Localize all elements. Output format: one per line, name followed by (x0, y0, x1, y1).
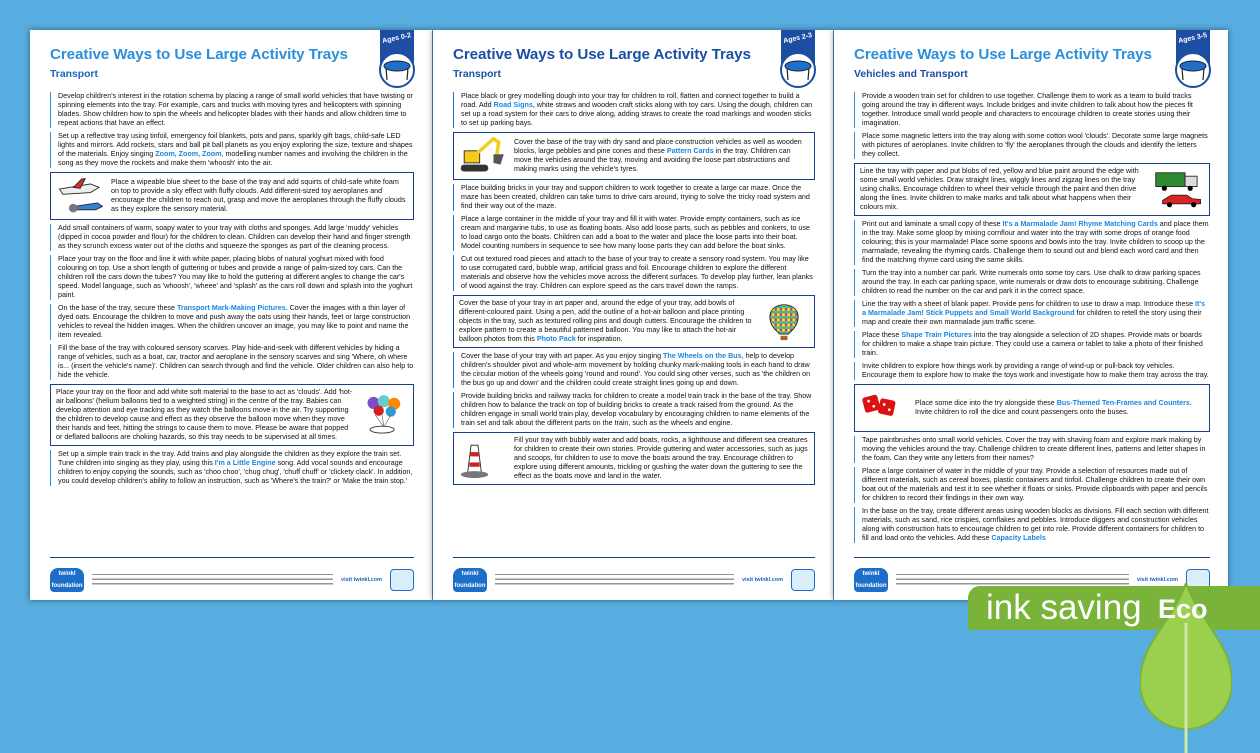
activity-text: Place these (862, 331, 902, 339)
activity-paragraph (854, 362, 1210, 380)
quality-seal-icon (791, 569, 815, 591)
resource-link[interactable]: Road Signs (493, 101, 533, 109)
page-subtitle: Transport (50, 69, 98, 80)
resource-link[interactable]: Transport Mark-Making Pictures (176, 304, 286, 312)
activity-paragraph (854, 300, 1210, 327)
activity-paragraph (453, 184, 815, 211)
activity-text: Place a large container of water in the middle of your tray. Provide a selection of resources made out of different materials, such as cereal boxes, plastic containers and tinfoil. Challenge children to create their own boat out of the materials and test it to see whether it floats or sinks. Provide clipboards with paper and pencils for children to record their findings in their own way. (862, 467, 1208, 502)
activity-text: , white straws and wooden craft sticks along with toy cars. Using the dough, children can set up a road system for their cars to drive along, adding straws to create the road markings and wooden sticks to set up parking bays. (461, 101, 813, 127)
activity-paragraph (50, 344, 414, 380)
page-footer (50, 557, 414, 597)
twinkl-foundation-logo: twinkl foundation (453, 568, 487, 592)
hot-air-balloon-image (759, 302, 809, 342)
activity-text: song. Add vocal sounds and encourage children to enjoy copying the sounds, such as 'choo choo', 'chug chug', 'chuff chuff' or 'clickety clack'. In addition, you could develop children's ability to follow an instruction, such as 'Where's the train?' or 'Make the train stop.' (58, 459, 413, 485)
activity-highlight-box (50, 384, 414, 446)
activity-text: Add small containers of warm, soapy water to your tray with cloths and sponges. Add large 'muddy' vehicles (dipped in cocoa powder and flour) for the children to clean. Children can develop their hand and finger strength as they scrunch excess water out of the cloths and squeeze the sponges as part of the cleaning process. (58, 224, 411, 250)
activity-text: for children to retell the story using their map and create their own marmalade jam traffic scene. (862, 309, 1202, 326)
activity-text: Provide building bricks and railway tracks for children to create a model train track in the base of the tray. Show children how to balance the track on top of building bricks to create a track raised from the ground. As the children engage in small world train play, develop vocabulary by encouraging children to name elements of the train set and talk about the different parts on the train, such as the wheels and engine. (461, 392, 812, 427)
age-badge-tray-icon (374, 30, 420, 90)
activity-paragraph (50, 304, 414, 340)
ink-saving-label: ink saving (986, 588, 1142, 627)
activity-highlight-box (453, 295, 815, 348)
activity-paragraph (453, 392, 815, 428)
resource-link[interactable]: Bus-Themed Ten-Frames and Counters (1056, 399, 1190, 407)
document-page-ages-0-2 (30, 30, 432, 600)
activity-box-text (111, 178, 408, 214)
activity-text: Place a wipeable blue sheet to the base of the tray and add squirts of child-safe white foam on top to provide a sky effect with fluffy clouds. Add different-sized toy aeroplanes and encourage the children to reach out, grasp and move the aeroplanes through the fluffy clouds as they explore the sensory material. (111, 178, 406, 213)
resource-link[interactable]: Capacity Labels (991, 534, 1046, 542)
activity-box-text (915, 399, 1204, 417)
activity-text: Place building bricks in your tray and support children to work together to create a large car maze. Once the maze has been created, children can take turns to drive cars around, trying to solve the tricky road system and find their way out of the maze. (461, 184, 810, 210)
activity-paragraph (854, 436, 1210, 463)
activity-text: In the base on the tray, create different areas using wooden blocks as divisions. Fill each section with different materials, such as sand, rice crispies, cornflakes and pebbles. Introduce diggers and construction vehicles along with construction hats to encourage children to get into role. Provide different containers for children to fill and load onto the vehicles. Add these (862, 507, 1209, 542)
page-subtitle: Vehicles and Transport (854, 69, 968, 80)
activity-paragraph (453, 255, 815, 291)
activity-text: Cut out textured road pieces and attach to the base of your tray to create a sensory road system. You may like to use corrugated card, bubble wrap, artificial grass and foil. Encourage children to explore the different materials and observe how the vehicles move across the different surfaces. To develop play further, lean planks of wood against the tray. Children can explore speed as the cars travel down the ramps. (461, 255, 813, 290)
visit-link[interactable]: visit twinkl.com (742, 576, 783, 583)
activity-text: Provide a wooden train set for children to use together. Challenge them to work as a team to build tracks going around the tray in different ways. Include bridges and invite children to talk about how the pieces fit together. Introduce small world people and characters to encourage children to create stories using their imagination. (862, 92, 1193, 127)
activity-text: Cover the base of your tray in art paper and, around the edge of your tray, add bowls of different-coloured paint. Using a pen, add the outline of a hot-air balloon and place printing objects in the tray, such as textured rolling pins and dough cutters. Encourage the children to explore pattern to create a beautiful patterned balloon. You may like to attach the hot-air balloon photos from this (459, 299, 752, 343)
activity-paragraph (854, 220, 1210, 265)
activity-paragraph (453, 215, 815, 251)
activity-box-text (514, 138, 809, 174)
page-title: Creative Ways to Use Large Activity Trays (50, 46, 348, 63)
activity-highlight-box (854, 384, 1210, 432)
activity-highlight-box (854, 163, 1210, 216)
activity-text: into the tray alongside a selection of 2D shapes. Provide mats or boards for children to make a shape train picture. They could use a camera or tablet to take a photo of their finished train. (862, 331, 1203, 357)
activity-text: for inspiration. (575, 335, 623, 343)
activity-list (453, 92, 815, 485)
resource-link[interactable]: I'm a Little Engine (214, 459, 276, 467)
activity-text: , modelling number names and involving the children in the song as they move the rockets and make them 'whoosh' into the air. (58, 150, 408, 167)
activity-box-text (459, 299, 754, 344)
activity-text: in the tray. Children can move the vehicles around the tray, moving and avoiding the loose part obstructions and making marks using the vehicle's tyres. (514, 147, 791, 173)
activity-list (50, 92, 414, 486)
activity-text: Fill your tray with bubbly water and add boats, rocks, a lighthouse and different sea creatures for children to create their own stories. Provide guttering and water accessories, such as jugs and scoops, for children to use to move the boats around the tray. Encourage children to explore using different amounts, trickling or gushing the water down the guttering to see the effect as the boats move and land in the water. (514, 436, 808, 480)
resource-link[interactable]: Zoom, Zoom, Zoom (155, 150, 222, 158)
page-title: Creative Ways to Use Large Activity Trays (854, 46, 1152, 63)
document-page-ages-3-5 (834, 30, 1228, 600)
age-badge-label: Ages 3-5 (1177, 32, 1208, 45)
activity-paragraph (854, 331, 1210, 358)
quality-seal-icon (390, 569, 414, 591)
disclaimer-text (495, 573, 734, 587)
activity-text: . Cover the images with a thin layer of dyed oats. Encourage the children to move and push away the oats using their hands, feet or large construction vehicles to reveal the hidden images. When the children uncover an image, you may like to point and name the item revealed. (58, 304, 411, 339)
activity-text: Place some magnetic letters into the tray along with some cotton wool 'clouds'. Decorate some large magnets with pictures of aeroplanes. Invite children to 'fly' the aeroplanes through the clouds and identify the letters they collect. (862, 132, 1208, 158)
activity-text: Tape paintbrushes onto small world vehicles. Cover the tray with shaving foam and explore mark making by moving the vehicles around the tray. Challenge children to create different lines, patterns and letter shapes in the foam. Can they write any letters from their names? (862, 436, 1206, 462)
activity-list (854, 92, 1210, 543)
activity-text: Cover the base of your tray with art paper. As you enjoy singing (461, 352, 664, 360)
activity-text: Fill the base of the tray with coloured sensory scarves. Play hide-and-seek with different vehicles by hiding a range of vehicles, such as a boat, car, tractor and aeroplane in the sensory scarves and sing 'Where, oh where is... (insert the vehicle's name)'. Children can search through and find the vehicle. Older children can also help to hide the vehicle. (58, 344, 414, 379)
activity-text: Print out and laminate a small copy of these (862, 220, 1003, 228)
activity-text: Cover the base of the tray with dry sand and place construction vehicles as well as wooden blocks, large pebbles and pine cones and these (514, 138, 802, 155)
truck-car-image (1154, 170, 1204, 210)
age-badge-tray-icon (1170, 30, 1216, 90)
activity-text: Set up a reflective tray using tinfoil, emergency foil blankets, pots and pans, sparkly gift bags, child-safe LED lights and mirrors. Add rockets, stars and ball pit ball planets as you enjoy exploring the size, texture and shapes of the materials. Enjoy singing (58, 132, 413, 158)
activity-text: Line the tray with a sheet of blank paper. Provide pens for children to use to draw a map. Introduce these (862, 300, 1196, 308)
activity-text: Line the tray with paper and put blobs of red, yellow and blue paint around the edge with some small world vehicles. Draw straight lines, wiggly lines and zigzag lines on the tray using chalks. Encourage children to wheel their vehicle through the paint and then drive along the lines. Invite children to make marks and talk about what happens when their colours mix. (860, 167, 1139, 211)
page-title: Creative Ways to Use Large Activity Trays (453, 46, 751, 63)
disclaimer-text (92, 573, 333, 587)
activity-paragraph (50, 255, 414, 300)
activity-paragraph (854, 269, 1210, 296)
activity-paragraph (854, 92, 1210, 128)
disclaimer-text (896, 573, 1129, 587)
activity-text: Set up a simple train track in the tray. Add trains and play alongside the children as they explore the train set. Tune children into singing as they play, using this (58, 450, 402, 467)
page-subtitle: Transport (453, 69, 501, 80)
activity-text: Place some dice into the try alongside these (915, 399, 1057, 407)
activity-text: On the base of the tray, secure these (58, 304, 177, 312)
activity-highlight-box (453, 132, 815, 180)
activity-text: Invite children to explore how things work by providing a range of wind-up or pull-back toy vehicles. Encourage them to explore how to make the toys work and investigate how to make them tray across the tray. (862, 362, 1209, 379)
activity-text: Turn the tray into a number car park. Write numerals onto some toy cars. Use chalk to draw parking spaces around the tray. In each car parking space, write numerals or draw dots to encourage subitising. Challenge children to read the number on the car and park it in the correct space. (862, 269, 1201, 295)
visit-link[interactable]: visit twinkl.com (341, 576, 382, 583)
twinkl-foundation-logo: twinkl foundation (854, 568, 888, 592)
resource-link[interactable]: The Wheels on the Bus (663, 352, 742, 360)
activity-paragraph (50, 450, 414, 486)
activity-paragraph (50, 132, 414, 168)
activity-text: and place them in the tray. Make some gloop by mixing cornflour and water into the tray with some drops of orange food colouring; this is your marmalade! Place some spoons and bowls into the tray. Invite children to scoop up the marmalade, revealing the rhyming cards. Challenge them to sound out and blend each word card and then find the matching rhyme card using the same skills. (862, 220, 1209, 264)
resource-link[interactable]: It's a Marmalade Jam! Stick Puppets and Small World Background (862, 300, 1206, 317)
twinkl-foundation-logo: twinkl foundation (50, 568, 84, 592)
activity-text: Develop children's interest in the rotation schema by placing a range of small world vehicles that have twisting or spinning elements into the tray. For example, cars and trucks with moving tyres and helicopters with spinning blades. Show children how to spin the wheels and helicopter blades with their hands and allow children time to repeat actions that have an effect. (58, 92, 414, 127)
activity-text: , help to develop children's shoulder pivot and whole-arm movement by holding chunky mark-making tools in each hand to draw the circular motion of the wheels going 'round and round'. You could sing other verses, such as 'the children on the bus go up and down' and the children could create straight lines going up and down. (461, 352, 811, 387)
resource-link[interactable]: Photo Pack (536, 335, 576, 343)
visit-link[interactable]: visit twinkl.com (1137, 576, 1178, 583)
activity-paragraph (854, 132, 1210, 159)
activity-box-text (514, 436, 809, 481)
activity-paragraph (453, 92, 815, 128)
eco-label: Eco (1158, 594, 1208, 624)
activity-paragraph (854, 507, 1210, 543)
digger-image (459, 136, 509, 176)
balloons-image (358, 395, 408, 435)
activity-paragraph (50, 224, 414, 251)
activity-highlight-box (50, 172, 414, 220)
resource-link[interactable]: Shape Train Pictures (901, 331, 972, 339)
aeroplanes-image (56, 176, 106, 216)
activity-text: Place your tray on the floor and add white soft material to the base to act as 'clouds'. Add 'hot-air balloons' (helium balloons tied to a weighted string) in the centre of the tray. Babies can develop attention and eye tracking as they watch the balloons move in the air. Try supporting the children to develop cause and effect as they observe the balloon move when they move their hands and feet, hitting the strings to cause them to move. Please be aware that popped or deflated balloons are choking hazards, so this tray needs to be supervised at all times. (56, 388, 353, 441)
age-badge-tray-icon (775, 30, 821, 90)
activity-text: Place your tray on the floor and line it with white paper, placing blobs of natural yoghurt mixed with food colouring on top. Use a short length of guttering or tubes and provide a range of palm-sized toy cars. Can the children roll the cars down the tubes? You may like to hold the guttering at different angles to change the car's speed. Model language, such as 'whoosh', 'wheee' and 'splash' as the cars roll down and splash into the yoghurt paint. (58, 255, 413, 299)
resource-link[interactable]: It's a Marmalade Jam! Rhyme Matching Cards (1002, 220, 1158, 228)
page-footer (453, 557, 815, 597)
document-page-ages-2-3 (433, 30, 833, 600)
activity-paragraph (50, 92, 414, 128)
resource-link[interactable]: Pattern Cards (666, 147, 714, 155)
age-badge-label: Ages 2-3 (782, 32, 813, 45)
activity-text: Place a large container in the middle of your tray and fill it with water. Provide empty containers, such as ice cream and margarine tubs, to use as floating boats. Also add loose parts, such as pebbles and conkers, to use to load cargo onto the boats. Children can add a boat to the water and place the loose parts into their boat. Model counting numbers in sequence to see how many loose parts they can add before the boat sinks. (461, 215, 810, 250)
activity-highlight-box (453, 432, 815, 485)
activity-paragraph (453, 352, 815, 388)
age-badge-label: Ages 0-2 (381, 32, 412, 45)
activity-text: . Invite children to roll the dice and count passengers onto the buses. (915, 399, 1192, 416)
activity-box-text (56, 388, 353, 442)
activity-box-text (860, 167, 1149, 212)
dice-image (860, 388, 910, 428)
lighthouse-boat-image (459, 439, 509, 479)
activity-paragraph (854, 467, 1210, 503)
activity-text: Place black or grey modelling dough into your tray for children to roll, flatten and connect together to build a road. Add (461, 92, 800, 109)
